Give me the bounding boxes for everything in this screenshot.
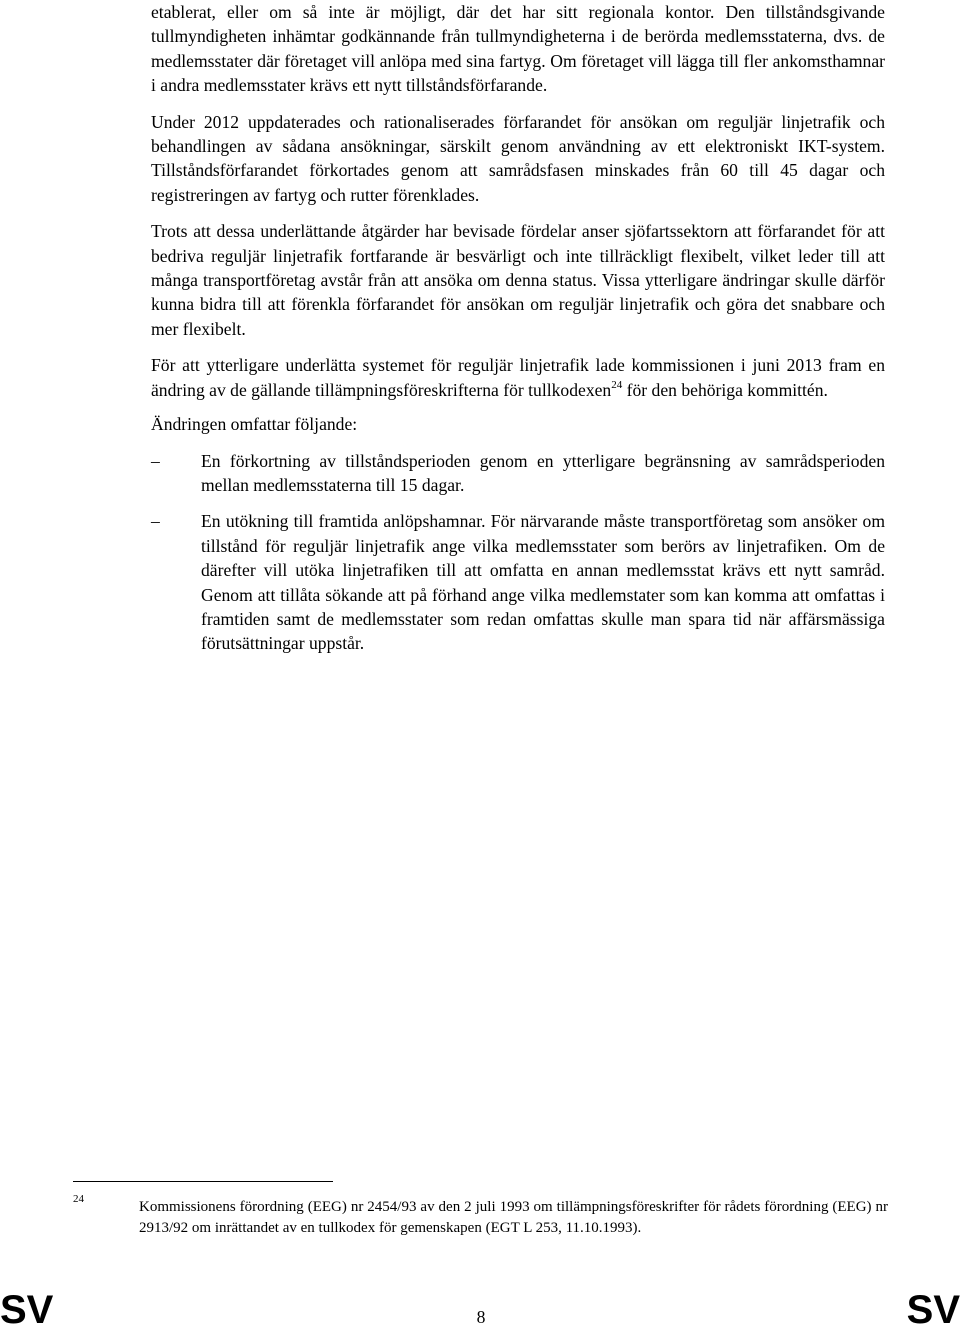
paragraph-3: Trots att dessa underlättande åtgärder har bevisade fördelar anser sjöfartssektorn att förfarandet för att bedriva reguljär linjetrafik fortfarande är besvärligt och inte tillräckligt flexibelt, vilket leder till att många transportföretag avstår från att ansöka om denna status. Vissa ytterligare ändringar skulle därför kunna bidra till att förenkla förfarandet för ansökan om reguljär linjetrafik och göra det snabbare och mer flexibelt. (151, 221, 885, 339)
body-text (151, 0, 885, 668)
dash-bullet: – (151, 450, 160, 471)
footnote-reference[interactable]: 24 (611, 378, 623, 391)
list-item-text: En utökning till framtida anlöpshamnar. För närvarande måste transportföretag som ansöker om tillstånd för reguljär linjetrafik ange vilka medlemsstater som berörs av linjetrafiken. Om de därefter vill utöka linjetrafiken till att omfatta en annan medlemsstat krävs ett nytt samråd. Genom att tillåta sökande att på förhand ange vilka medlemstater som kan komma att omfattas i framtiden samt de medlemsstater som redan omfattas skulle man spara tid när affärsmässiga förutsättningar uppstår. (201, 511, 885, 654)
paragraph-2: Under 2012 uppdaterades och rationaliserades förfarandet för ansökan om reguljär linjetrafik och behandlingen av sådana ansökningar, särskilt genom användning av ett elektroniskt IKT-system. Tillståndsförfarandet förkortades genom att samrådsfasen minskades från 60 till 45 dagar och registreringen av fartyg och rutter förenklades. (151, 111, 885, 205)
paragraph-4-text: För att ytterligare underlätta systemet för reguljär linjetrafik lade kommissionen i juni 2013 fram en ändring av de gällande tillämpningsföreskrifterna för tullkodexen (151, 355, 885, 400)
paragraph-1: etablerat, eller om så inte är möjligt, där det har sitt regionala kontor. Den tillståndsgivande tullmyndigheten inhämtar godkännande från tullmyndigheterna i de berörda medlemsstaterna, dvs. de medlemsstater där företaget vill anlöpa med sina fartyg. Om företaget vill lägga till fler ankomsthamnar i andra medlemsstater krävs ett nytt tillståndsförfarande. (151, 2, 885, 96)
dash-bullet: – (151, 511, 160, 532)
list-item (151, 449, 885, 498)
list-lead-text: Ändringen omfattar följande: (151, 414, 358, 435)
page-number: 8 (476, 1307, 486, 1327)
footnote-number: 24 (73, 1193, 84, 1205)
amendment-list (151, 449, 885, 656)
language-code-right: SV (906, 1288, 960, 1332)
paragraph-4 (151, 353, 885, 402)
footnote-text: Kommissionens förordning (EEG) nr 2454/93 av den 2 juli 1993 om tillämpningsföreskrifter för rådets förordning (EEG) nr 2913/92 om inrättandet av en tullkodex för gemenskapen (EGT L 253, 11.10.1993). (139, 1199, 888, 1236)
list-item-text: En förkortning av tillståndsperioden genom en ytterligare begränsning av samrådsperioden mellan medlemsstaterna till 15 dagar. (201, 450, 885, 495)
paragraph-4-continuation: för den behöriga kommittén. (626, 379, 828, 400)
list-item (151, 509, 885, 655)
footnote-separator (73, 1181, 333, 1182)
language-code-left: SV (0, 1288, 54, 1332)
